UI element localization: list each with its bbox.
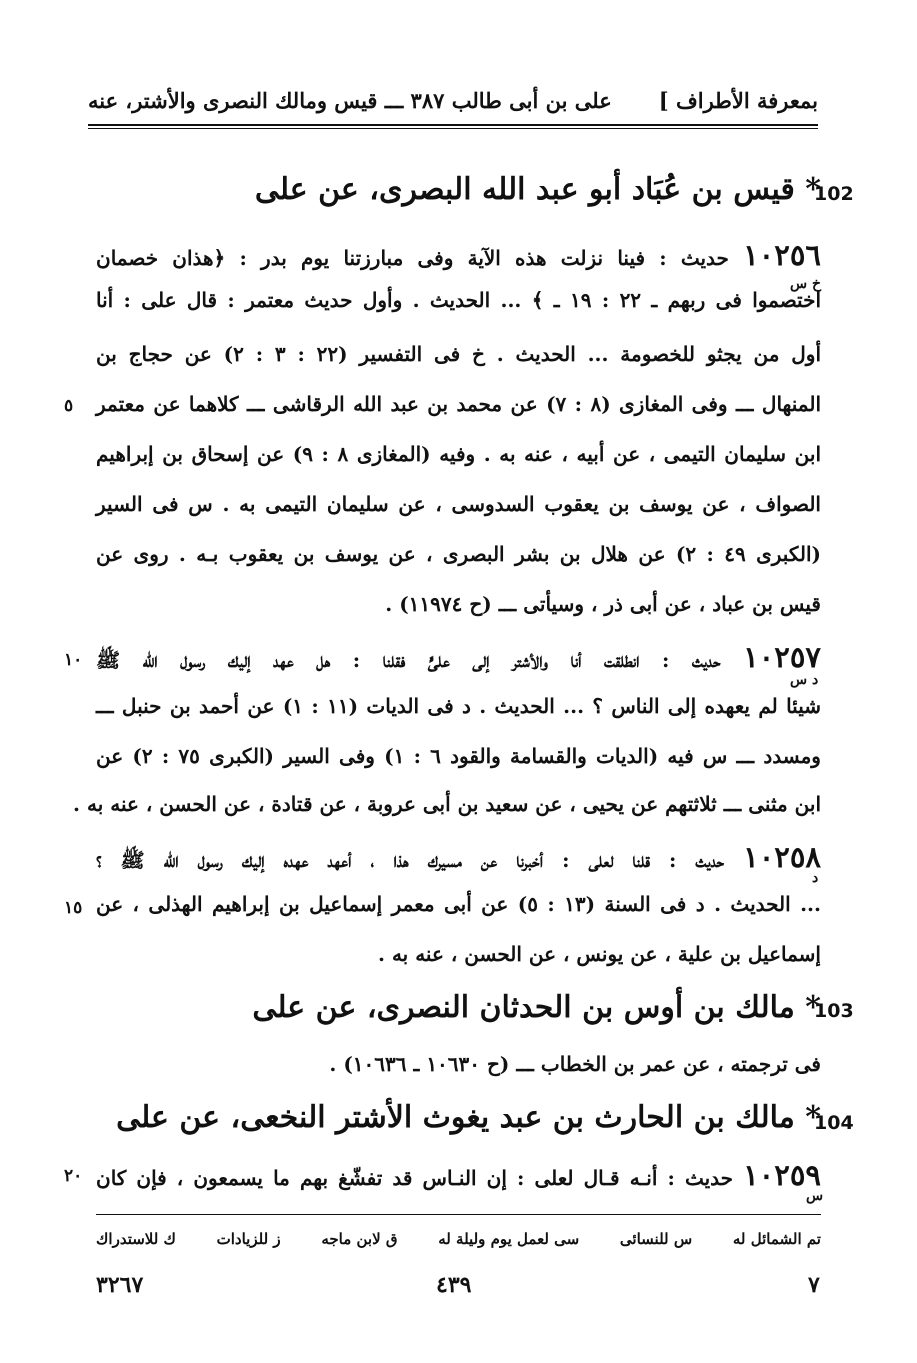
legend-item: ز للزيادات xyxy=(216,1230,281,1248)
legend-item: ك للاستدراك xyxy=(96,1230,176,1248)
header-rule-thin xyxy=(88,128,818,129)
header-left: على بن أبى طالب ٣٨٧ ـــ قيس ومالك النصرى والأشتر، عنه xyxy=(88,88,612,113)
hadith-line: ١٠٢٥٨ حديث : قلنا لعلى : أخبرنا عن مسيرك هذا ، أعهد عهده إليك رسول الله ﷺ ؟ xyxy=(96,840,822,874)
hadith-line: ومسدد ـــ س فيه (الديات والقسامة والقود ٦ : ١) وفى السير (الكبرى ٧٥ : ٢) عن xyxy=(96,744,821,768)
footer-page-number: ٤٣٩ xyxy=(436,1272,472,1298)
hadith-number: ١٠٢٥٩ xyxy=(743,1158,821,1192)
section-title: * مالك بن أوس بن الحدثان النصرى، عن على xyxy=(252,990,821,1025)
hadith-line: ابن مثنى ـــ ثلاثتهم عن يحيى ، عن سعيد بن أبى عروبة ، عن قتادة ، عن الحسن ، عنه به . xyxy=(73,792,821,816)
margin-line-number: ١٠ xyxy=(64,650,83,670)
margin-line-number: ٥ xyxy=(64,396,74,416)
footer-volume-page: ٣٢٦٧ xyxy=(96,1272,144,1298)
margin-line-number: ١٥ xyxy=(64,898,83,918)
section-number: 103 xyxy=(814,1000,854,1022)
hadith-line: أول من يجثو للخصومة ... الحديث . خ فى التفسير (٢٢ : ٣ : ٢) عن حجاج بن xyxy=(96,342,822,366)
header-rule xyxy=(88,124,818,126)
hadith-line: ١٠٢٥٦ حديث : فينا نزلت هذه الآية وفى مبارزتنا يوم بدر : ﴿هذان خصمان xyxy=(96,238,821,272)
hadith-line: ١٠٢٥٩ حديث : أنـه قـال لعلى : إن النـاس قد تفشّغ بهم ما يسمعون ، فإن كان xyxy=(96,1158,821,1192)
hadith-number: ١٠٢٥٨ xyxy=(743,840,822,874)
hadith-number: ١٠٢٥٧ xyxy=(743,640,821,674)
section-number: 104 xyxy=(814,1112,854,1134)
legend-item: تم الشمائل له xyxy=(732,1230,821,1248)
hadith-line: شيئا لم يعهده إلى الناس ؟ ... الحديث . د فى الديات (١١ : ١) عن أحمد بن حنبل ـــ xyxy=(96,694,821,718)
section-text: فى ترجمته ، عن عمر بن الخطاب ـــ (ح ١٠٦٣٠ ـ ١٠٦٣٦) . xyxy=(329,1052,821,1076)
hadith-line: الصواف ، عن يوسف بن يعقوب السدوسى ، عن سليمان التيمى به . س فى السير xyxy=(96,492,821,516)
section-title: * قيس بن عُبَاد أبو عبد الله البصرى، عن على xyxy=(254,172,821,207)
hadith-line: ١٠٢٥٧ حديث : انطلقت أنا والأشتر إلى علىٍّ فقلنا : هل عهد إليك رسول الله ﷺ xyxy=(96,640,821,674)
hadith-line: اختصموا فى ربهم ـ ٢٢ : ١٩ ـ ﴾ ... الحديث . وأول حديث معتمر : قال على : أنا xyxy=(96,288,822,312)
legend-item: سى لعمل يوم وليلة له xyxy=(438,1230,580,1248)
legend-item: ق لابن ماجه xyxy=(321,1230,398,1248)
hadith-line: المنهال ـــ وفى المغازى (٨ : ٧) عن محمد بن عبد الله الرقاشى ـــ كلاهما عن معتمر xyxy=(96,392,822,416)
legend-item: س للنسائى xyxy=(619,1230,693,1248)
hadith-line: ابن سليمان التيمى ، عن أبيه ، عنه به . وفيه (المغازى ٨ : ٩) عن إسحاق بن إبراهيم xyxy=(96,442,821,466)
book-sigla: خ س xyxy=(790,276,822,292)
running-header xyxy=(88,88,818,122)
section-title: * مالك بن الحارث بن عبد يغوث الأشتر النخعى، عن على xyxy=(116,1100,821,1135)
footer-volume: ٧ xyxy=(808,1272,820,1298)
margin-line-number: ٢٠ xyxy=(64,1166,83,1186)
hadith-line: ... الحديث . د فى السنة (١٣ : ٥) عن أبى معمر إسماعيل بن إبراهيم الهذلى ، عن xyxy=(96,892,821,916)
book-sigla: د س xyxy=(790,672,819,688)
header-right: بمعرفة الأطراف ] xyxy=(658,88,818,113)
hadith-line: (الكبرى ٤٩ : ٢) عن هلال بن بشر البصرى ، عن يوسف بن يعقوب بـه . روى عن xyxy=(96,542,821,566)
hadith-line: قيس بن عباد ، عن أبى ذر ، وسيأتى ـــ (ح ١١٩٧٤) . xyxy=(385,592,821,616)
hadith-number: ١٠٢٥٦ xyxy=(743,238,821,272)
book-sigla: د xyxy=(812,870,819,886)
footnote-rule xyxy=(96,1214,821,1215)
footnote-legend xyxy=(96,1230,821,1248)
hadith-line: إسماعيل بن علية ، عن يونس ، عن الحسن ، عنه به . xyxy=(378,942,821,966)
section-number: 102 xyxy=(814,183,854,205)
book-sigla: س xyxy=(806,1188,824,1204)
